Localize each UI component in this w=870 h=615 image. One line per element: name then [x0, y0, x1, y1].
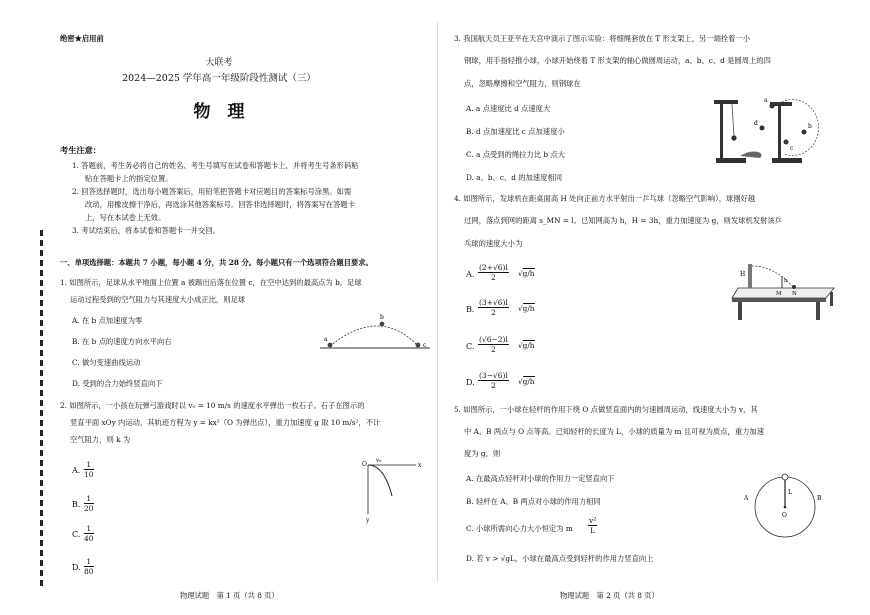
notice-line: 2. 回答选择题时，选出每小题答案后，用铅笔把答题卡对应题目的答案标号涂黑。如需 — [72, 187, 352, 196]
notice-line: 3. 考试结束后，将本试卷和答题卡一并交回。 — [72, 226, 220, 235]
label-d: d — [754, 120, 758, 127]
q1-option-a: A. 在 b 点加速度为零 — [72, 316, 143, 325]
q1-option-b: B. 在 b 点的速度方向水平向右 — [72, 337, 172, 346]
label-L: L — [788, 489, 792, 496]
label-v0: v₀ — [376, 458, 382, 464]
label-origin: O — [362, 461, 367, 468]
label-c: c — [790, 145, 794, 152]
binding-edge — [40, 230, 43, 590]
q2-option-b: B. — [72, 500, 81, 509]
label-H: H — [740, 271, 746, 278]
q3-option-c: C. a 点受到的绳拉力比 b 点大 — [466, 150, 565, 159]
q4-option-a-root: √g/h — [518, 269, 535, 278]
notice-title: 考生注意： — [60, 145, 101, 155]
q2-stem: 2. 如图所示，一小孩在玩弹弓游戏时以 v₀ = 10 m/s 的速度水平弹出一枚石子。石子在图示的 — [60, 401, 365, 410]
q5-option-d: D. 若 v > √gL，小球在最高点受到轻杆的作用力竖直向上 — [466, 554, 654, 563]
page-2 — [440, 0, 870, 615]
label-a: a — [324, 336, 328, 343]
q2-stem: 竖直平面 xOy 内运动，其轨迹方程为 y = kx²（O 为弹出点），重力加速度 g 取 10 m/s²，不计 — [70, 418, 381, 427]
q2-option-a-fraction: $\frac{1}{10}$ — [84, 460, 94, 479]
label-y: y — [366, 517, 370, 524]
q1-option-d: D. 受到的合力始终竖直向下 — [72, 379, 163, 388]
q4-option-a: A. — [466, 270, 475, 279]
page-divider — [437, 22, 438, 582]
notice-line: 1. 答题前，考生务必将自己的姓名、考生号填写在试卷和答题卡上，并将考生号条形码粘 — [72, 161, 359, 170]
q5-stem: 中 A、B 两点与 O 点等高。已知轻杆的长度为 L，小球的质量为 m 且可视为质点，重力加速 — [464, 427, 765, 436]
label-B: B — [817, 495, 822, 502]
q4-stem: 乓球的速度大小为 — [464, 239, 523, 248]
q4-option-d-root: √g/h — [518, 377, 535, 386]
q5-option-c-fraction: $\frac{\text{v²}}{L}$ — [589, 516, 597, 535]
q2-option-a: A. — [72, 466, 81, 475]
q2-option-d-fraction: $\frac{1}{80}$ — [84, 557, 94, 576]
label-c: c — [423, 342, 427, 349]
hand-shape — [740, 152, 762, 159]
q2-stem: 空气阻力，则 k 为 — [70, 435, 131, 444]
q4-option-b-root: √g/h — [518, 304, 535, 313]
notice-line: 改动，用橡皮擦干净后，再选涂其他答案标号。回答非选择题时，将答案写在答题卡 — [85, 200, 355, 209]
ball-at-a — [328, 343, 333, 348]
q5-stem: 度为 g，则 — [464, 449, 501, 458]
subject-title: 物 理 — [193, 102, 245, 122]
label-N: N — [792, 291, 797, 297]
notice-line: 上，写在本试卷上无效。 — [85, 213, 166, 222]
q4-stem: 过网，落点到网的距离 s_MN = l。已知网高为 h，H = 3h，重力加速度为 g，则发球机发射该乒 — [464, 216, 782, 225]
label-a: a — [764, 97, 768, 104]
q3-stem: 钢球，用手指轻推小球，小球开始绕着 T 形支架的轴心做圆周运动，a、b、c、d 是圆周上的四 — [464, 56, 771, 65]
q4-option-c-root: √g/h — [518, 341, 535, 350]
label-h: h — [784, 278, 788, 284]
q1-stem: 运动过程受到的空气阻力与其速度大小成正比，则足球 — [70, 295, 246, 304]
q4-option-b: B. — [466, 305, 475, 314]
notice-line: 贴在答题卡上的指定位置。 — [85, 174, 173, 183]
q1-stem: 1. 如图所示，足球从水平地面上位置 a 被踢出后落在位置 c，在空中达到的最高点为 b。足球 — [60, 278, 362, 287]
space-circular-motion-figure — [712, 92, 822, 170]
exam-title: 2024—2025 学年高一年级阶段性测试（三） — [122, 73, 316, 84]
q4-option-b-fraction: $\frac{(3+√6)l}{2}$ — [479, 298, 508, 317]
q3-stem: 3. 我国航天员王亚平在天宫中演示了图示实验：将细绳套放在 T 形支架上，另一端拴着一小 — [454, 34, 751, 43]
q5-stem: 5. 如图所示，一小球在轻杆的作用下绕 O 点做竖直面内的匀速圆周运动，线速度大小为 v，其 — [454, 405, 758, 414]
page-footer: 物理试题 第 1 页（共 8 页） — [180, 591, 279, 600]
slingshot-axes-figure — [362, 458, 422, 524]
q4-option-c: C. — [466, 342, 475, 351]
q4-option-a-fraction: $\frac{(2+√6)l}{2}$ — [479, 263, 508, 282]
q3-option-b: B. d 点加速度比 c 点加速度小 — [466, 127, 565, 136]
q4-option-d-fraction: $\frac{(3-√6)l}{2}$ — [479, 371, 508, 390]
q3-stem: 点，忽略摩擦和空气阻力，则钢球在 — [464, 79, 581, 88]
ball-at-c — [416, 343, 421, 348]
section-heading: 一、单项选择题：本题共 7 小题，每小题 4 分，共 28 分。每小题只有一个选项符合题目要求。 — [60, 258, 373, 267]
q2-option-c-fraction: $\frac{1}{40}$ — [84, 524, 94, 543]
ball-at-b — [380, 322, 385, 327]
label-O: O — [782, 512, 787, 519]
football-trajectory-figure — [320, 310, 430, 352]
q2-option-b-fraction: $\frac{1}{20}$ — [84, 494, 94, 513]
page-footer: 物理试题 第 2 页（共 8 页） — [560, 591, 659, 600]
q5-option-c: C. 小球所需向心力大小恒定为 m — [466, 524, 573, 533]
q4-option-d: D. — [466, 378, 475, 387]
label-b: b — [808, 123, 812, 130]
label-x: x — [418, 462, 422, 469]
q4-option-c-fraction: $\frac{(√6-2)l}{2}$ — [479, 335, 508, 354]
table-tennis-figure — [730, 258, 840, 322]
q3-option-d: D. a、b、c、d 的加速度相同 — [466, 173, 562, 182]
q2-option-c: C. — [72, 530, 81, 539]
label-A: A — [744, 495, 749, 502]
rod-circle-figure — [744, 470, 822, 544]
org-name: 大联考 — [205, 58, 233, 68]
q4-stem: 4. 如图所示，发球机在距桌面高 H 处向正前方水平射出一乒乓球（忽略空气影响），球刚好越 — [454, 194, 756, 203]
label-M: M — [776, 291, 782, 297]
q1-option-c: C. 做匀变速曲线运动 — [72, 358, 141, 367]
q3-option-a: A. a 点速度比 d 点速度大 — [466, 104, 551, 113]
secret-mark: 绝密★启用前 — [60, 34, 104, 43]
q5-option-b: B. 轻杆在 A、B 两点对小球的作用力相同 — [466, 497, 601, 506]
q2-option-d: D. — [72, 563, 81, 572]
label-b: b — [380, 314, 384, 321]
q5-option-a: A. 在最高点轻杆对小球的作用力一定竖直向下 — [466, 474, 615, 483]
